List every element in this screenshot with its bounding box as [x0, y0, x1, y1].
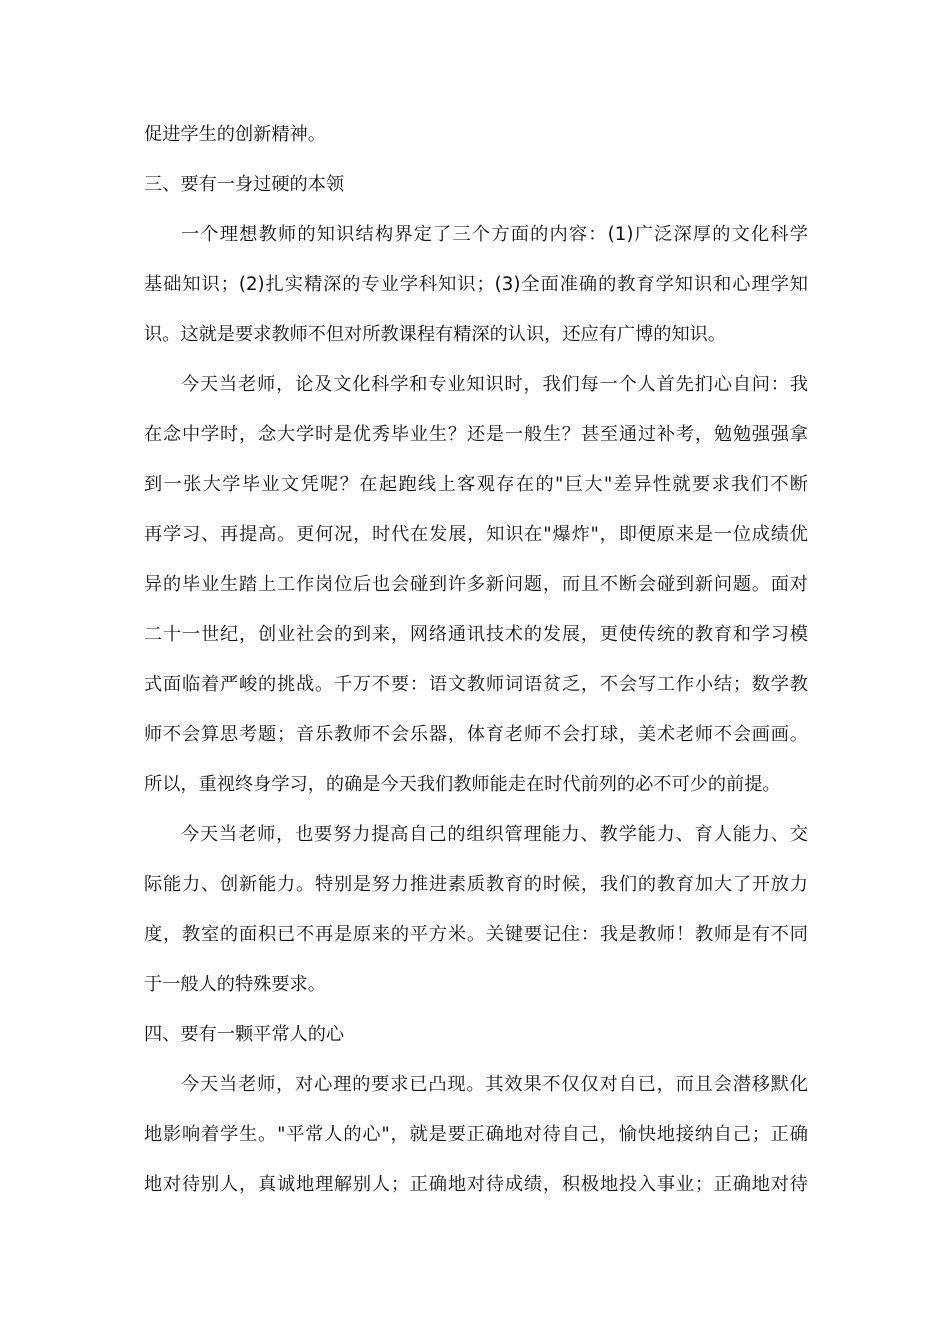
section-heading: 四、要有一颗平常人的心: [144, 1024, 345, 1045]
paragraph-line: 于一般人的特殊要求。: [144, 974, 326, 995]
paragraph-line: 际能力、创新能力。特别是努力推进素质教育的时候，我们的教育加大了开放力: [144, 874, 808, 895]
paragraph-line: 异的毕业生踏上工作岗位后也会碰到许多新问题，而且不断会碰到新问题。面对: [144, 574, 808, 595]
paragraph-line: 师不会算思考题；音乐教师不会乐器，体育老师不会打球，美术老师不会画画。: [144, 724, 808, 745]
paragraph-line: 在念中学时，念大学时是优秀毕业生？还是一般生？甚至通过补考，勉勉强强拿: [144, 424, 808, 445]
paragraph-line: 再学习、再提高。更何况，时代在发展，知识在"爆炸"，即便原来是一位成绩优: [144, 524, 808, 545]
paragraph-line: 地对待别人，真诚地理解别人；正确地对待成绩，积极地投入事业；正确地对待: [144, 1174, 808, 1195]
paragraph-line: 一个理想教师的知识结构界定了三个方面的内容：(1)广泛深厚的文化科学: [181, 224, 808, 245]
paragraph-line: 到一张大学毕业文凭呢？在起跑线上客观存在的"巨大"差异性就要求我们不断: [144, 474, 808, 495]
paragraph-line: 式面临着严峻的挑战。千万不要：语文教师词语贫乏，不会写工作小结；数学教: [144, 674, 808, 695]
paragraph-line: 基础知识；(2)扎实精深的专业学科知识；(3)全面准确的教育学知识和心理学知: [144, 274, 808, 295]
paragraph-line: 二十一世纪，创业社会的到来，网络通讯技术的发展，更使传统的教育和学习模: [144, 624, 808, 645]
paragraph-line: 今天当老师，论及文化科学和专业知识时，我们每一个人首先扪心自问：我: [181, 374, 808, 395]
paragraph-line: 地影响着学生。"平常人的心"，就是要正确地对待自己，愉快地接纳自己；正确: [144, 1124, 808, 1145]
paragraph-line: 所以，重视终身学习，的确是今天我们教师能走在时代前列的必不可少的前提。: [144, 774, 781, 795]
paragraph-line: 今天当老师，也要努力提高自己的组织管理能力、教学能力、育人能力、交: [181, 824, 808, 845]
section-heading: 三、要有一身过硬的本领: [144, 174, 345, 195]
document-page: [144, 110, 808, 1210]
paragraph-line: 今天当老师，对心理的要求已凸现。其效果不仅仅对自已，而且会潜移默化: [181, 1074, 808, 1095]
paragraph-line: 识。这就是要求教师不但对所教课程有精深的认识，还应有广博的知识。: [144, 324, 727, 345]
paragraph-tail-line: 促进学生的创新精神。: [144, 124, 326, 145]
paragraph-line: 度，教室的面积已不再是原来的平方米。关键要记住：我是教师！教师是有不同: [144, 924, 808, 945]
